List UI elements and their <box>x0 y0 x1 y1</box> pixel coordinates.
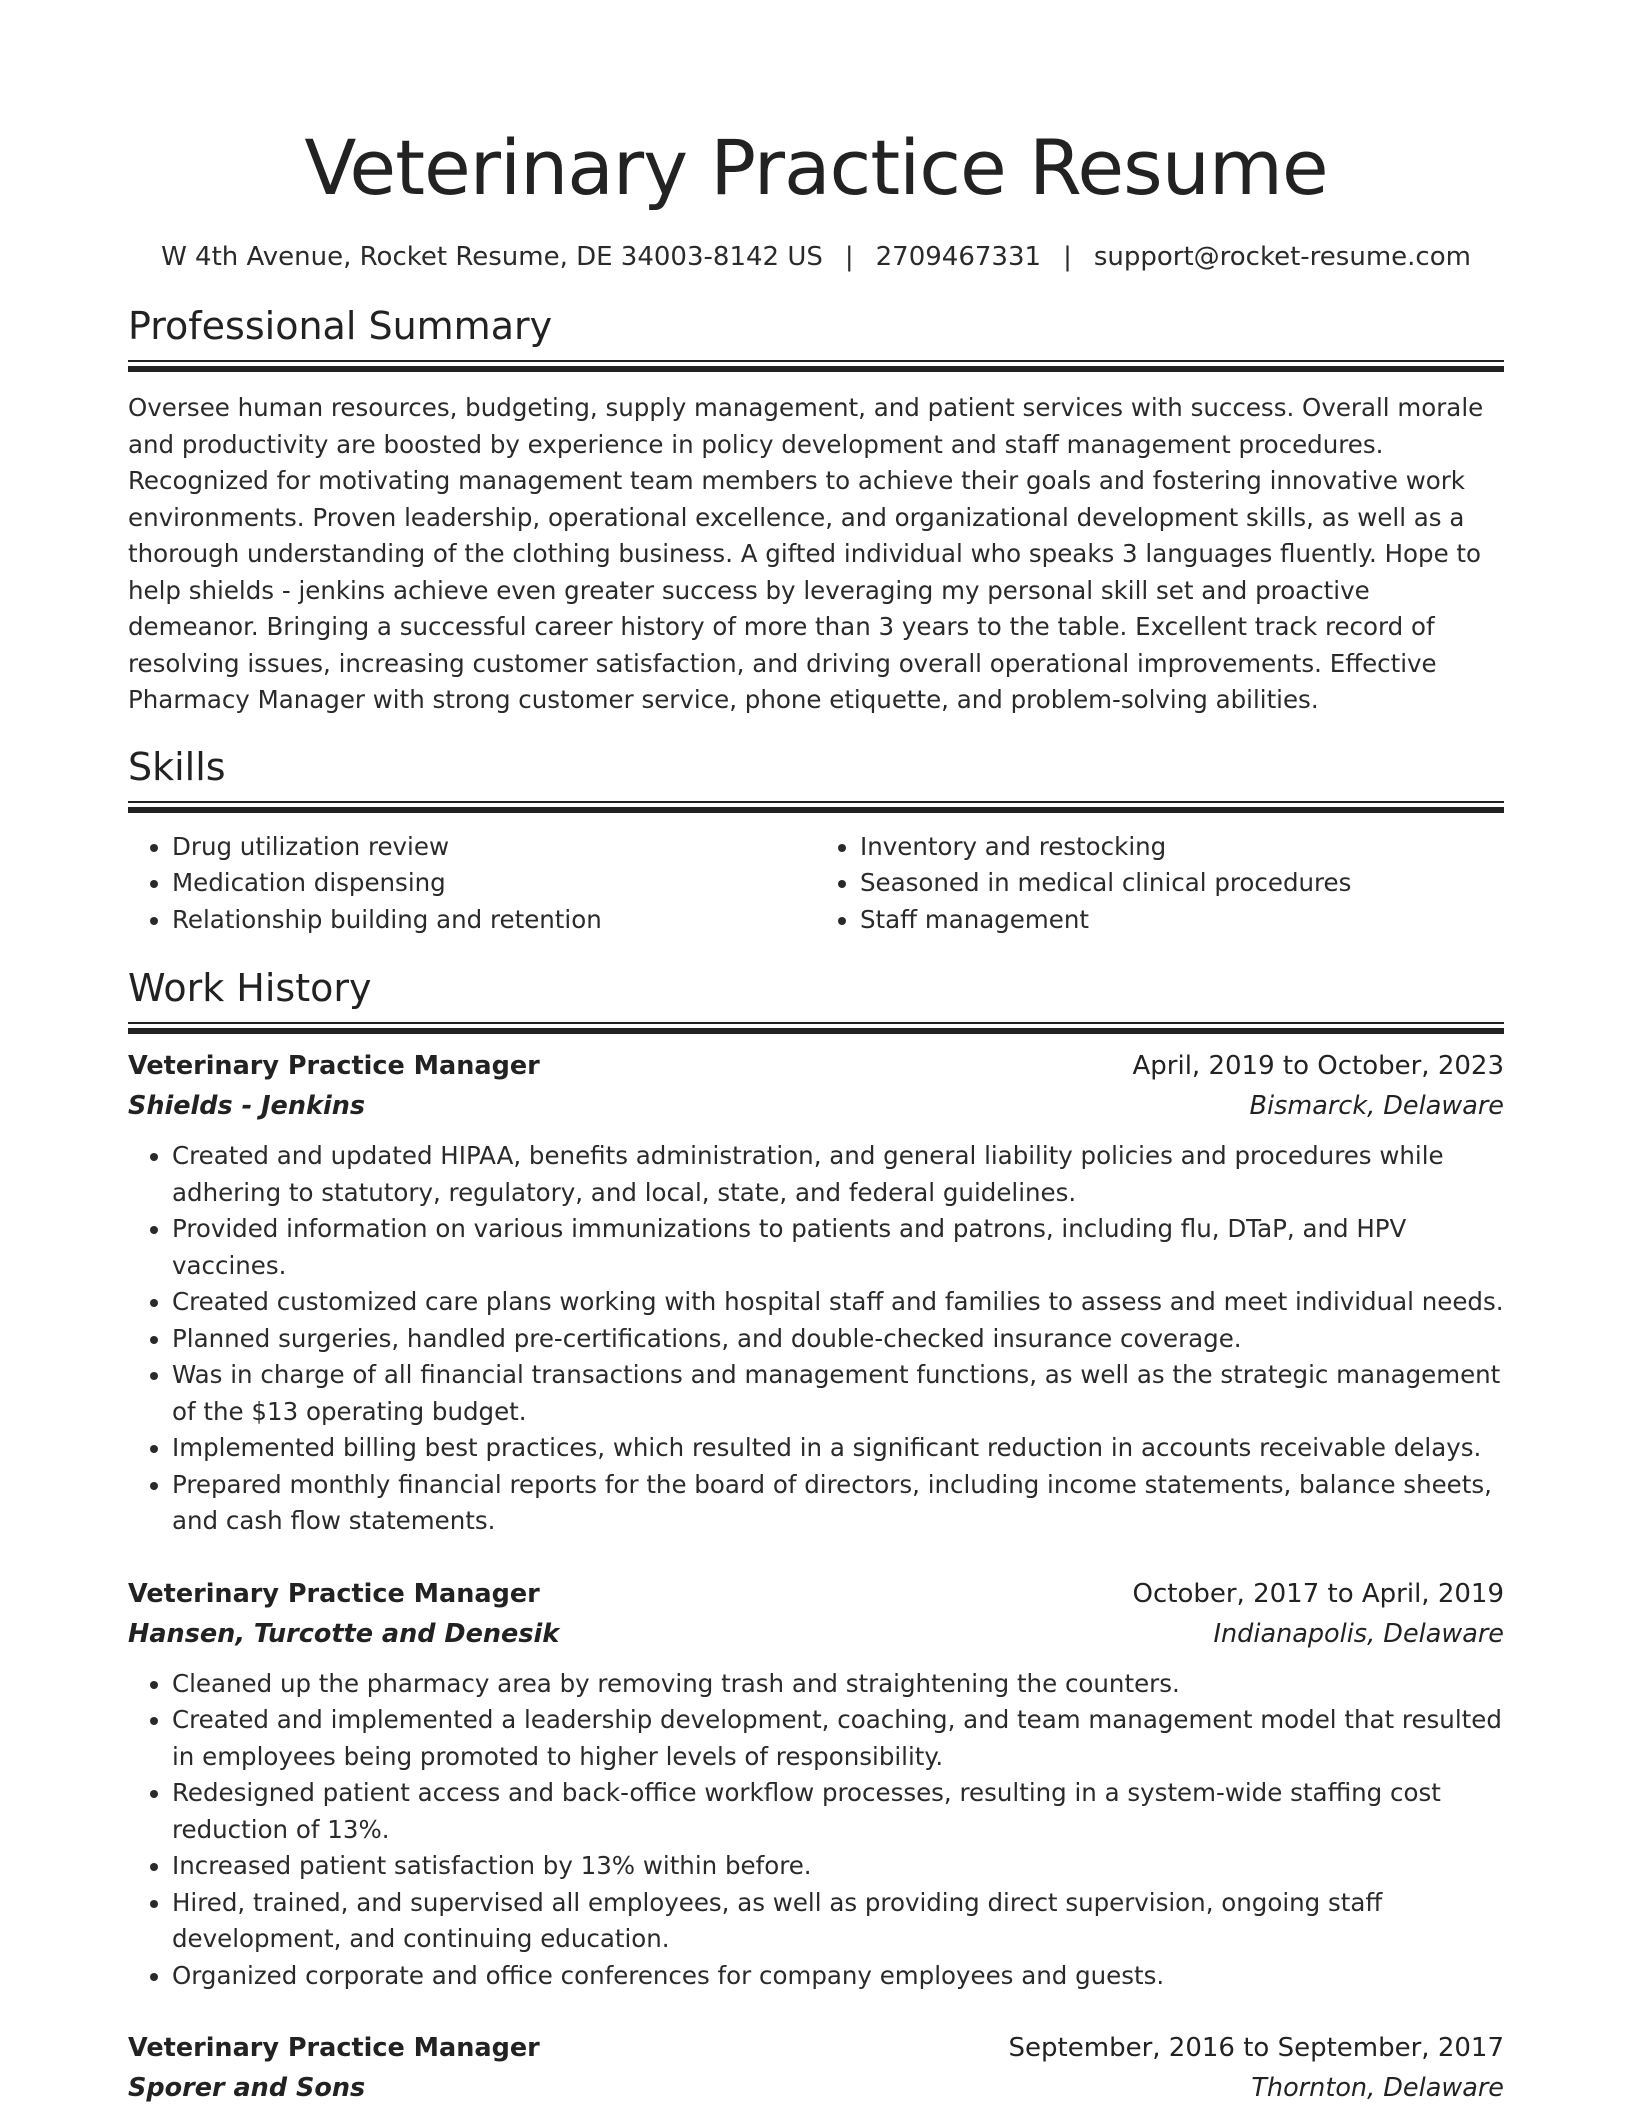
job-title: Veterinary Practice Manager <box>128 1051 540 1081</box>
section-divider <box>128 801 1504 813</box>
skill-item: • Medication dispensing <box>172 865 816 902</box>
job-duty: • Prepared monthly financial reports for the board of directors, including income statements, balance sheets, and cash flow statements. <box>172 1467 1504 1540</box>
skills-section <box>128 743 1504 939</box>
section-divider <box>128 1022 1504 1034</box>
contact-separator: | <box>1063 242 1072 272</box>
job-dates: October, 2017 to April, 2019 <box>1132 1578 1504 1609</box>
job-duty: • Created and updated HIPAA, benefits administration, and general liability policies and procedures while adhering to statutory, regulatory, and local, state, and federal guidelines. <box>172 1138 1504 1211</box>
job-dates: September, 2016 to September, 2017 <box>1008 2033 1504 2063</box>
job-header <box>128 2028 1504 2068</box>
section-heading-work-history: Work History <box>128 966 372 1010</box>
job-duty: • Planned surgeries, handled pre-certifications, and double-checked insurance coverage. <box>172 1321 1504 1358</box>
job-duties <box>128 1138 1504 1540</box>
contact-email[interactable]: support@rocket-resume.com <box>1093 242 1471 272</box>
job-subheader <box>128 1614 1504 1654</box>
skills-left-column <box>128 829 816 939</box>
job-duty: • Increased patient satisfaction by 13% within before. <box>172 1848 1504 1885</box>
job-duty: • Created and implemented a leadership development, coaching, and team management model that resulted in employees being promoted to higher levels of responsibility. <box>172 1702 1504 1775</box>
job-title: Veterinary Practice Manager <box>128 1578 540 1609</box>
job-company: Hansen, Turcotte and Denesik <box>128 1618 560 1649</box>
skill-item: • Inventory and restocking <box>860 829 1504 866</box>
job-duty: • Was in charge of all financial transactions and management functions, as well as the strategic management of the $13 operating budget. <box>172 1357 1504 1430</box>
job-duty: • Created customized care plans working with hospital staff and families to assess and meet individual needs. <box>172 1284 1504 1321</box>
job-header <box>128 1046 1504 1086</box>
section-heading-skills: Skills <box>128 744 226 789</box>
skills-right-column <box>816 829 1504 939</box>
work-history-section <box>128 964 1504 2108</box>
job-title: Veterinary Practice Manager <box>128 2033 540 2063</box>
job-subheader <box>128 2068 1504 2108</box>
skill-item: • Seasoned in medical clinical procedures <box>860 865 1504 902</box>
contact-address: W 4th Avenue, Rocket Resume, DE 34003-8142 US <box>161 242 823 272</box>
job-duty: • Hired, trained, and supervised all employees, as well as providing direct supervision, ongoing staff development, and continuing education. <box>172 1885 1504 1958</box>
skill-item: • Drug utilization review <box>172 829 816 866</box>
job-dates: April, 2019 to October, 2023 <box>1132 1051 1504 1081</box>
section-heading-summary: Professional Summary <box>128 304 553 348</box>
job-duty: • Redesigned patient access and back-office workflow processes, resulting in a system-wide staffing cost reduction of 13%. <box>172 1775 1504 1848</box>
job-entry <box>128 1574 1504 1995</box>
skills-columns <box>128 829 1504 939</box>
job-location: Indianapolis, Delaware <box>1213 1618 1504 1649</box>
job-duties <box>128 1666 1504 1995</box>
job-duty: • Provided information on various immunizations to patients and patrons, including flu, DTaP, and HPV vaccines. <box>172 1211 1504 1284</box>
job-header <box>128 1574 1504 1614</box>
resume-title: Veterinary Practice Resume <box>304 123 1328 212</box>
resume-page <box>128 0 1504 2108</box>
summary-section <box>128 302 1504 719</box>
job-duty: • Cleaned up the pharmacy area by removing trash and straightening the counters. <box>172 1666 1504 1703</box>
job-duty: • Implemented billing best practices, which resulted in a significant reduction in accounts receivable delays. <box>172 1430 1504 1467</box>
job-company: Shields - Jenkins <box>128 1091 366 1121</box>
contact-phone: 2709467331 <box>875 242 1042 272</box>
skill-item: • Staff management <box>860 902 1504 939</box>
job-company: Sporer and Sons <box>128 2073 366 2103</box>
job-location: Thornton, Delaware <box>1251 2073 1504 2103</box>
job-entry <box>128 2028 1504 2108</box>
section-divider <box>128 360 1504 372</box>
contact-line <box>128 240 1504 274</box>
contact-separator: | <box>844 242 854 272</box>
skill-item: • Relationship building and retention <box>172 902 816 939</box>
job-subheader <box>128 1086 1504 1126</box>
job-location: Bismarck, Delaware <box>1249 1091 1504 1121</box>
job-entry <box>128 1046 1504 1540</box>
job-duty: • Organized corporate and office conferences for company employees and guests. <box>172 1958 1504 1995</box>
summary-text: Oversee human resources, budgeting, supply management, and patient services with success. Overall morale and productivity are boosted by experience in policy development and staff management procedures. Recognized for motivating management team members to achieve their goals and fostering innovative work environments. Proven leadership, operational excellence, and organizational development skills, as well as a thorough understanding of the clothing business. A gifted individual who speaks 3 languages fluently. Hope to help shields - jenkins achieve even greater success by leveraging my personal skill set and proactive demeanor. Bringing a successful career history of more than 3 years to the table. Excellent track record of resolving issues, increasing customer satisfaction, and driving overall operational improvements. Effective Pharmacy Manager with strong customer service, phone etiquette, and problem-solving abilities. <box>128 393 1484 714</box>
